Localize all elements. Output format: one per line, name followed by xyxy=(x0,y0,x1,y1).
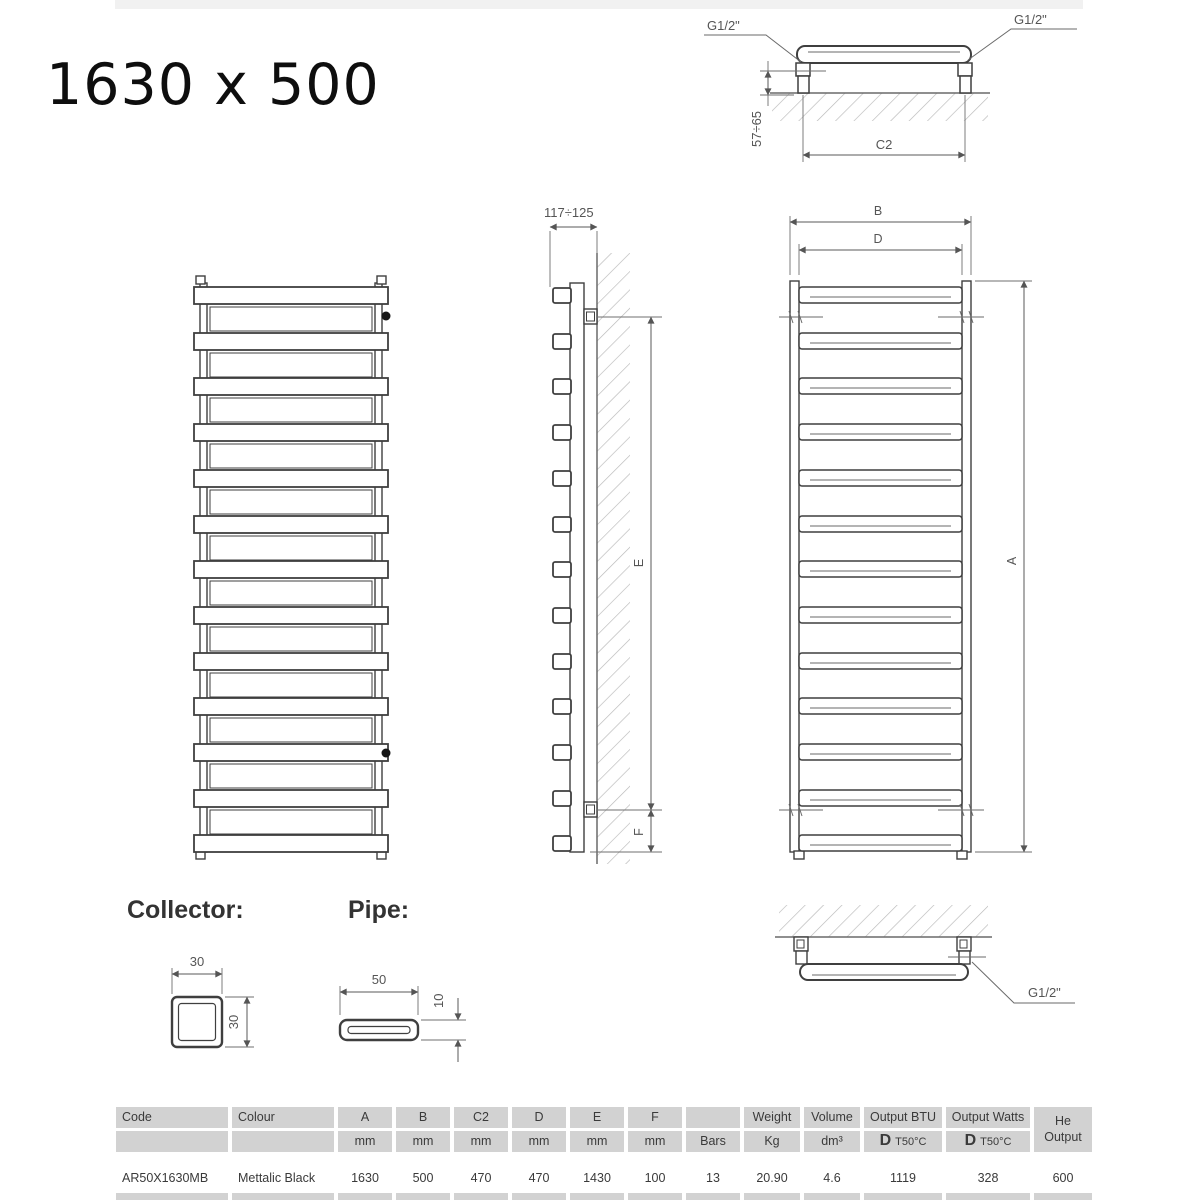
t50-label: T50°C xyxy=(895,1136,927,1149)
value-c2: 470 xyxy=(470,1171,492,1186)
dim-a-label: A xyxy=(1005,556,1019,566)
dim-b-label: B xyxy=(873,204,883,218)
page-title: 1630 x 500 xyxy=(46,52,380,118)
unit-weight-kg: Kg xyxy=(744,1131,800,1152)
collector-drawing xyxy=(172,954,254,1047)
value-he-output: 600 xyxy=(1052,1171,1074,1186)
value-e: 1430 xyxy=(583,1171,611,1186)
header-code: Code xyxy=(116,1107,228,1128)
unit-e: mm xyxy=(570,1131,624,1152)
spacer-row xyxy=(116,1155,1092,1165)
unit-c2: mm xyxy=(454,1131,508,1152)
front-view-right-drawing xyxy=(779,204,1032,859)
value-bars: 13 xyxy=(706,1171,720,1186)
partial-next-row xyxy=(116,1193,1092,1200)
collector-width-label: 30 xyxy=(189,954,205,969)
dim-depth-label: 57÷65 xyxy=(749,110,764,148)
g12-bottom-label: G1/2" xyxy=(1028,985,1061,1000)
top-view-drawing xyxy=(704,12,1077,162)
connection-dot-bottom xyxy=(382,749,391,758)
header-a: A xyxy=(338,1107,392,1128)
dim-f-label: F xyxy=(632,828,646,836)
spec-table xyxy=(112,1104,1096,1203)
he-line2: Output xyxy=(1044,1129,1082,1144)
unit-a: mm xyxy=(338,1131,392,1152)
delta-d: D xyxy=(964,1132,977,1150)
pipe-drawing xyxy=(340,972,466,1062)
value-weight: 20.90 xyxy=(756,1171,788,1186)
connection-dot-top xyxy=(382,312,391,321)
unit-bars: Bars xyxy=(686,1131,740,1152)
t50-label: T50°C xyxy=(980,1136,1012,1149)
value-output-watts: 328 xyxy=(977,1171,999,1186)
value-d: 470 xyxy=(528,1171,550,1186)
unit-volume-dm3: dm³ xyxy=(804,1131,860,1152)
bottom-view-drawing xyxy=(775,905,1075,1003)
header-row-1 xyxy=(116,1107,1092,1128)
unit-watts-dt50 xyxy=(946,1131,1030,1152)
unit-colour xyxy=(232,1131,334,1152)
dim-c2-label: C2 xyxy=(875,137,893,152)
collector-height-label: 30 xyxy=(226,1014,241,1030)
value-colour: Mettalic Black xyxy=(238,1171,316,1186)
header-colour: Colour xyxy=(232,1107,334,1128)
unit-code xyxy=(116,1131,228,1152)
value-code: AR50X1630MB xyxy=(122,1171,209,1186)
header-e: E xyxy=(570,1107,624,1128)
dim-117-125-label: 117÷125 xyxy=(544,205,594,220)
g12-left-label: G1/2" xyxy=(707,18,740,33)
data-row xyxy=(116,1168,1092,1190)
unit-b: mm xyxy=(396,1131,450,1152)
pipe-section-label: Pipe: xyxy=(348,896,410,924)
header-d: D xyxy=(512,1107,566,1128)
dim-d-label: D xyxy=(873,232,883,246)
collector-section-label: Collector: xyxy=(127,896,244,924)
header-volume: Volume xyxy=(804,1107,860,1128)
pipe-height-label: 10 xyxy=(431,993,446,1008)
front-view-left-drawing xyxy=(194,276,391,859)
header-output-btu: Output BTU xyxy=(864,1107,942,1128)
value-a: 1630 xyxy=(351,1171,379,1186)
value-f: 100 xyxy=(644,1171,666,1186)
value-output-btu: 1119 xyxy=(890,1171,916,1186)
dim-e-label: E xyxy=(632,558,646,568)
g12-right-label: G1/2" xyxy=(1014,12,1047,27)
header-weight: Weight xyxy=(744,1107,800,1128)
unit-d: mm xyxy=(512,1131,566,1152)
he-line1: He xyxy=(1055,1113,1071,1128)
value-b: 500 xyxy=(412,1171,434,1186)
side-view-drawing xyxy=(544,205,662,864)
pipe-width-label: 50 xyxy=(371,972,387,987)
header-he-output xyxy=(1034,1107,1092,1152)
header-f: F xyxy=(628,1107,682,1128)
value-volume: 4.6 xyxy=(823,1171,841,1186)
header-output-watts: Output Watts xyxy=(946,1107,1030,1128)
delta-d: D xyxy=(879,1132,892,1150)
header-bars-blank xyxy=(686,1107,740,1128)
unit-btu-dt50 xyxy=(864,1131,942,1152)
header-row-2 xyxy=(116,1131,1092,1152)
unit-f: mm xyxy=(628,1131,682,1152)
header-c2: C2 xyxy=(454,1107,508,1128)
header-b: B xyxy=(396,1107,450,1128)
